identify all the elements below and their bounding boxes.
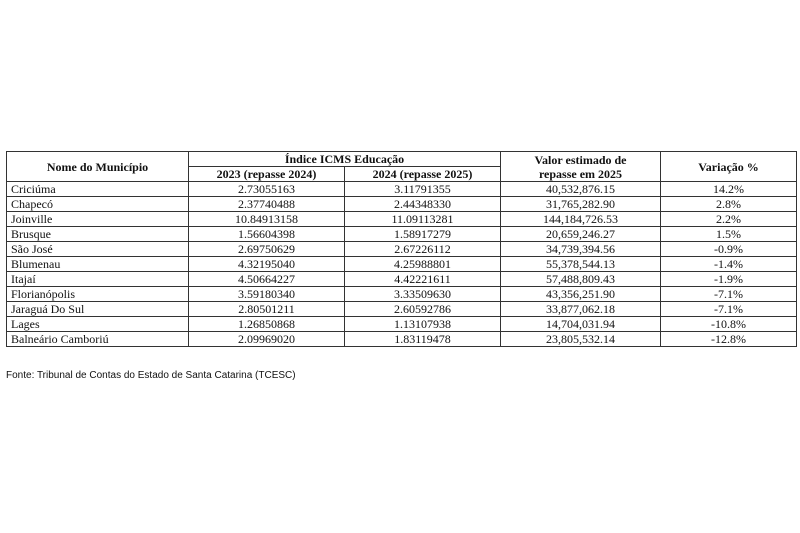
header-2024: 2024 (repasse 2025) (345, 167, 501, 182)
icms-table (6, 151, 797, 347)
table-row (7, 257, 797, 272)
cell-valor: 55,378,544.13 (501, 257, 661, 272)
cell-indice-2023: 2.69750629 (189, 242, 345, 257)
cell-variacao: 1.5% (661, 227, 797, 242)
cell-variacao: 2.2% (661, 212, 797, 227)
cell-indice-2024: 2.60592786 (345, 302, 501, 317)
cell-valor: 23,805,532.14 (501, 332, 661, 347)
table-row (7, 227, 797, 242)
header-valor-line1: Valor estimado de (534, 152, 627, 167)
table-row (7, 302, 797, 317)
cell-municipio: Criciúma (7, 182, 189, 197)
cell-indice-2023: 1.56604398 (189, 227, 345, 242)
cell-indice-2024: 2.67226112 (345, 242, 501, 257)
cell-valor: 43,356,251.90 (501, 287, 661, 302)
table-row (7, 317, 797, 332)
header-indice-group: Índice ICMS Educação (189, 152, 501, 167)
cell-indice-2023: 2.37740488 (189, 197, 345, 212)
header-valor (501, 152, 661, 182)
cell-variacao: 2.8% (661, 197, 797, 212)
cell-indice-2023: 1.26850868 (189, 317, 345, 332)
cell-indice-2023: 2.73055163 (189, 182, 345, 197)
cell-valor: 144,184,726.53 (501, 212, 661, 227)
cell-indice-2024: 4.25988801 (345, 257, 501, 272)
cell-municipio: Lages (7, 317, 189, 332)
cell-municipio: Balneário Camboriú (7, 332, 189, 347)
cell-indice-2023: 2.80501211 (189, 302, 345, 317)
cell-variacao: -12.8% (661, 332, 797, 347)
cell-indice-2023: 4.50664227 (189, 272, 345, 287)
cell-municipio: Jaraguá Do Sul (7, 302, 189, 317)
table-row (7, 197, 797, 212)
header-valor-line2: repasse em 2025 (538, 166, 623, 181)
cell-municipio: São José (7, 242, 189, 257)
cell-valor: 40,532,876.15 (501, 182, 661, 197)
cell-valor: 33,877,062.18 (501, 302, 661, 317)
cell-municipio: Brusque (7, 227, 189, 242)
cell-indice-2024: 3.11791355 (345, 182, 501, 197)
cell-variacao: -10.8% (661, 317, 797, 332)
cell-variacao: -7.1% (661, 287, 797, 302)
cell-valor: 34,739,394.56 (501, 242, 661, 257)
cell-indice-2024: 3.33509630 (345, 287, 501, 302)
cell-indice-2024: 1.58917279 (345, 227, 501, 242)
table-row (7, 182, 797, 197)
cell-indice-2023: 10.84913158 (189, 212, 345, 227)
cell-variacao: -1.4% (661, 257, 797, 272)
table-row (7, 332, 797, 347)
cell-valor: 14,704,031.94 (501, 317, 661, 332)
cell-municipio: Florianópolis (7, 287, 189, 302)
cell-indice-2024: 11.09113281 (345, 212, 501, 227)
header-2023: 2023 (repasse 2024) (189, 167, 345, 182)
cell-indice-2023: 4.32195040 (189, 257, 345, 272)
table-row (7, 242, 797, 257)
cell-valor: 57,488,809.43 (501, 272, 661, 287)
table-row (7, 287, 797, 302)
source-note: Fonte: Tribunal de Contas do Estado de Santa Catarina (TCESC) (6, 370, 296, 381)
cell-indice-2024: 1.13107938 (345, 317, 501, 332)
header-municipio: Nome do Município (7, 152, 189, 182)
cell-indice-2023: 3.59180340 (189, 287, 345, 302)
table-body (7, 182, 797, 347)
header-row-1 (7, 152, 797, 167)
cell-valor: 31,765,282.90 (501, 197, 661, 212)
cell-valor: 20,659,246.27 (501, 227, 661, 242)
table-row (7, 272, 797, 287)
cell-variacao: -0.9% (661, 242, 797, 257)
header-variacao: Variação % (661, 152, 797, 182)
cell-indice-2023: 2.09969020 (189, 332, 345, 347)
cell-municipio: Blumenau (7, 257, 189, 272)
cell-municipio: Itajaí (7, 272, 189, 287)
cell-indice-2024: 2.44348330 (345, 197, 501, 212)
table-row (7, 212, 797, 227)
cell-municipio: Joinville (7, 212, 189, 227)
cell-indice-2024: 4.42221611 (345, 272, 501, 287)
cell-variacao: 14.2% (661, 182, 797, 197)
cell-municipio: Chapecó (7, 197, 189, 212)
cell-indice-2024: 1.83119478 (345, 332, 501, 347)
cell-variacao: -7.1% (661, 302, 797, 317)
cell-variacao: -1.9% (661, 272, 797, 287)
